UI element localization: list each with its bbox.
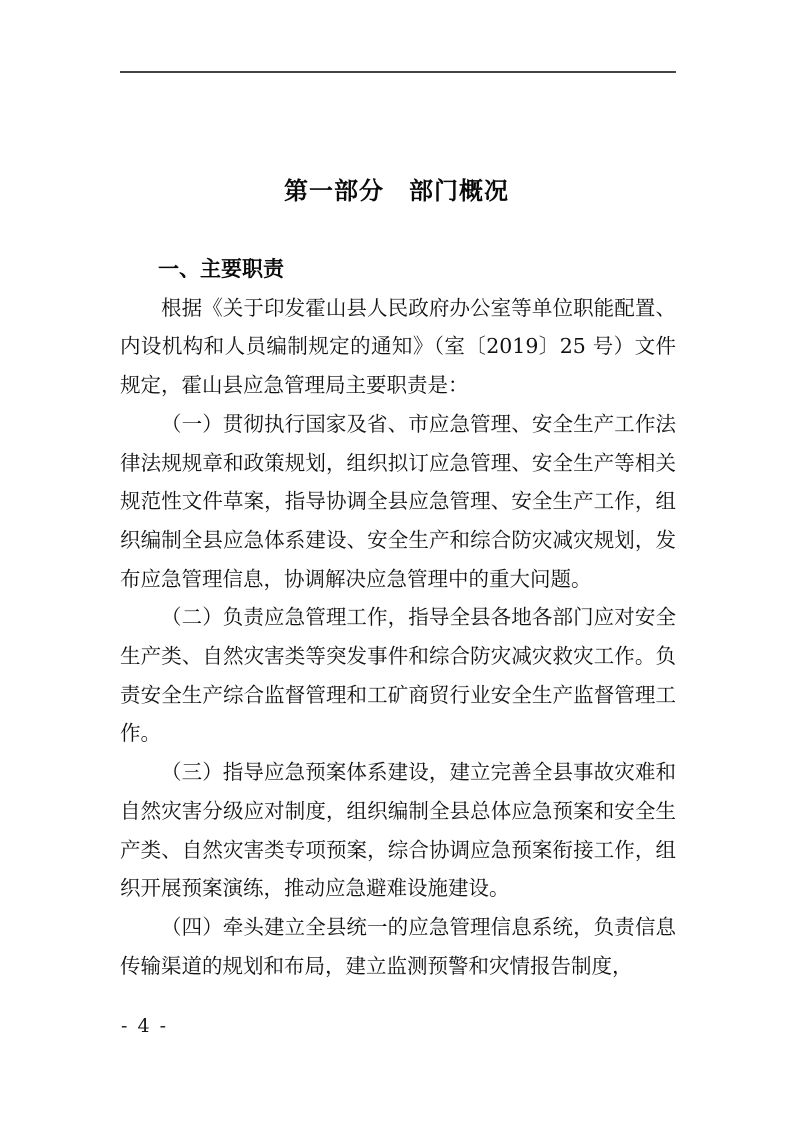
header-rule-divider: [120, 71, 676, 73]
paragraph-duty-3: （三）指导应急预案体系建设，建立完善全县事故灾难和自然灾害分级应对制度，组织编制全县总体应急预案和安全生产类、自然灾害类专项预案，综合协调应急预案衔接工作，组织开展预案演练，推动应急避难设施建设。: [120, 760, 676, 901]
paragraph-intro: 根据《关于印发霍山县人民政府办公室等单位职能配置、内设机构和人员编制规定的通知》（室〔2019〕25 号）文件规定，霍山县应急管理局主要职责是：: [120, 295, 676, 398]
page-title: 第一部分 部门概况: [284, 177, 509, 205]
paragraph-duty-4: （四）牵头建立全县统一的应急管理信息系统，负责信息传输渠道的规划和布局，建立监测预警和灾情报告制度，: [120, 914, 676, 978]
page-number: - 4 -: [121, 1015, 169, 1037]
paragraph-duty-1: （一）贯彻执行国家及省、市应急管理、安全生产工作法律法规规章和政策规划，组织拟订应急管理、安全生产等相关规范性文件草案，指导协调全县应急管理、安全生产工作，组织编制全县应急体系建设、安全生产和综合防灾减灾规划，发布应急管理信息，协调解决应急管理中的重大问题。: [120, 411, 676, 591]
section-heading: 一、主要职责: [158, 257, 284, 281]
paragraph-duty-2: （二）负责应急管理工作，指导全县各地各部门应对安全生产类、自然灾害类等突发事件和综合防灾减灾救灾工作。负责安全生产综合监督管理和工矿商贸行业安全生产监督管理工作。: [120, 605, 676, 746]
document-body: [120, 250, 676, 985]
